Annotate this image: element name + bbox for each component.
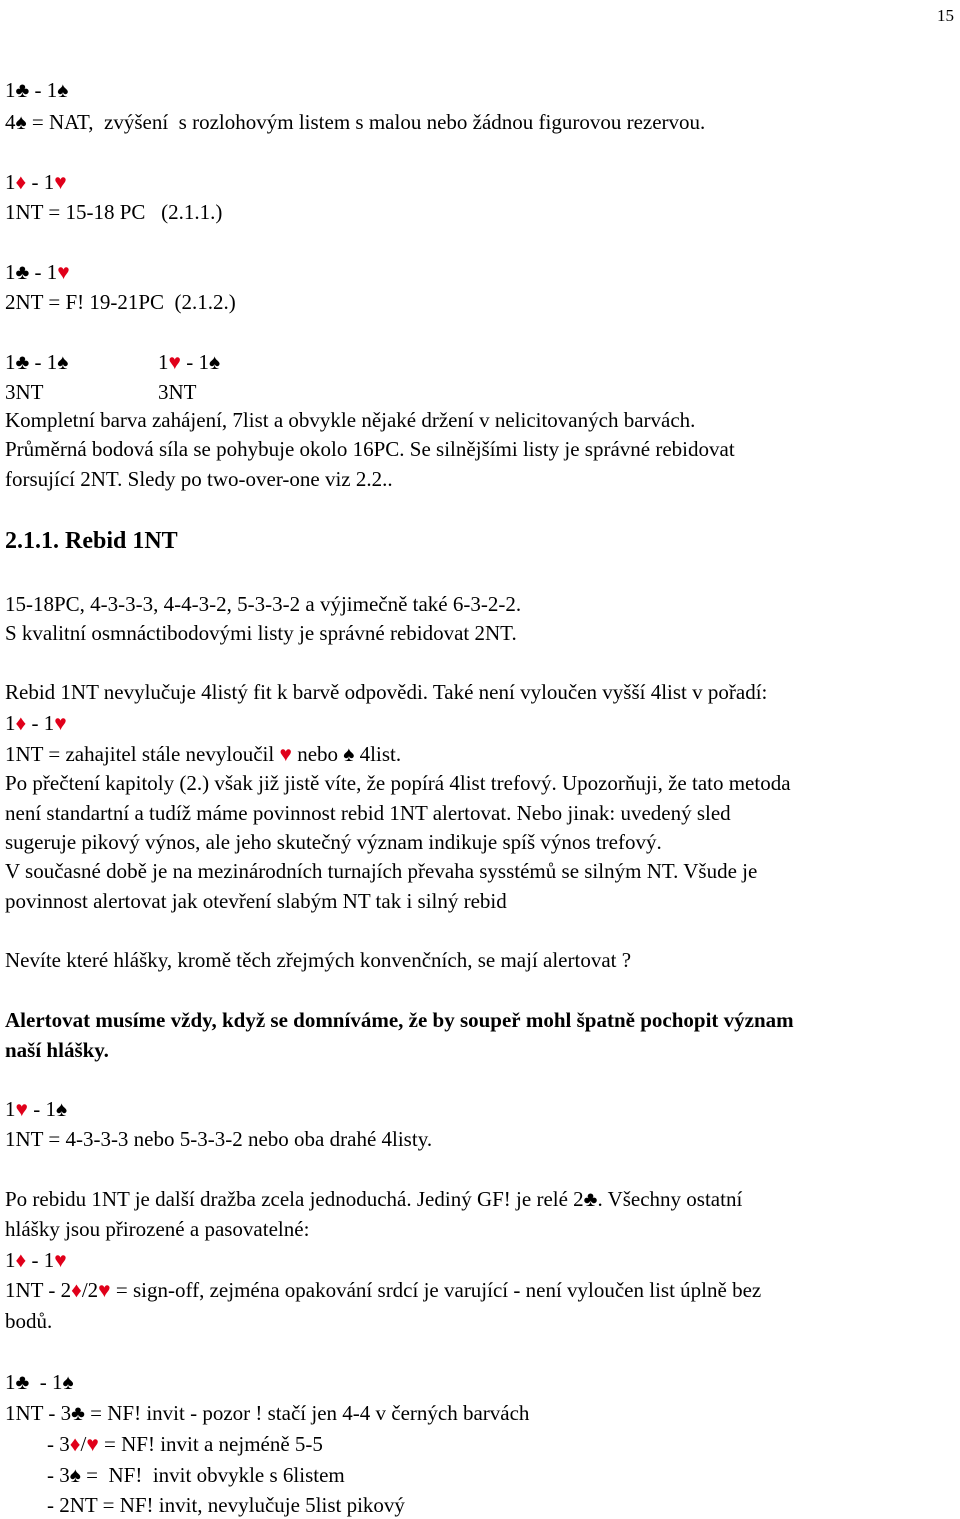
- text-run: 4: [5, 110, 16, 134]
- text-run: - 1: [29, 78, 58, 102]
- diamond-icon: ♦: [15, 170, 27, 194]
- spade-icon: ♠: [69, 1463, 81, 1487]
- text-run: = NF! invit a nejméně 5-5: [98, 1432, 323, 1456]
- text-run: = NAT, zvýšení s rozlohovým listem s malou nebo žádnou figurovou rezervou.: [26, 110, 706, 134]
- spade-icon: ♠: [15, 110, 27, 134]
- text-run: 15-18PC, 4-3-3-3, 4-4-3-2, 5-3-3-2 a výjimečně také 6-3-2-2.: [5, 592, 522, 616]
- heart-icon: ♥: [168, 350, 181, 374]
- text-line: [5, 1463, 345, 1487]
- heart-icon: ♥: [54, 1248, 67, 1272]
- text-line: [5, 1278, 761, 1302]
- text-run: - 1: [29, 350, 58, 374]
- text-run: 1: [5, 350, 16, 374]
- bold-text: naší hlášky.: [5, 1038, 109, 1062]
- text-run: /2: [81, 1278, 99, 1302]
- text-run: V současné době je na mezinárodních turnajích převaha sysstémů se silným NT. Všude je: [5, 859, 758, 883]
- club-icon: ♣: [15, 260, 30, 284]
- text-run: - 1: [26, 170, 55, 194]
- text-line: [5, 1401, 529, 1425]
- diamond-icon: ♦: [71, 1278, 82, 1302]
- text-line: [5, 680, 767, 704]
- text-run: 1NT = zahajitel stále nevyloučil: [5, 742, 280, 766]
- diamond-icon: ♦: [15, 711, 27, 735]
- text-line: [5, 621, 517, 645]
- text-line: [5, 437, 735, 461]
- text-run: = NF! invit - pozor ! stačí jen 4-4 v černých barvách: [84, 1401, 530, 1425]
- heart-icon: ♥: [86, 1432, 99, 1456]
- text-run: nebo: [291, 742, 344, 766]
- text-line: [5, 110, 705, 134]
- spade-icon: ♠: [57, 78, 69, 102]
- text-run: sugeruje pikový výnos, ale jeho skutečný význam indikuje spíš výnos trefový.: [5, 830, 662, 854]
- text-run: = sign-off, zejména opakování srdcí je varující - není vyloučen list úplně bez: [110, 1278, 762, 1302]
- text-run: 1: [158, 350, 169, 374]
- text-line: [5, 1217, 309, 1241]
- text-line: [5, 1248, 67, 1272]
- text-run: 1: [5, 78, 16, 102]
- text-line: [5, 771, 791, 795]
- text-run: Po přečtení kapitoly (2.) však již jistě víte, že popírá 4list trefový. Upozorňuji, že tato metoda: [5, 771, 791, 795]
- text-line: [5, 889, 507, 913]
- text-line: [5, 711, 67, 735]
- spade-icon: ♠: [62, 1370, 74, 1394]
- text-run: není standartní a tudíž máme povinnost rebid 1NT alertovat. Nebo jinak: uvedený sled: [5, 801, 731, 825]
- text-line: [5, 78, 68, 102]
- text-run: 1NT = 4-3-3-3 nebo 5-3-3-2 nebo oba drahé 4listy.: [5, 1127, 433, 1151]
- text-run: 2NT = F! 19-21PC (2.1.2.): [5, 290, 236, 314]
- text-run: 1: [5, 260, 16, 284]
- text-run: - 1: [27, 1097, 56, 1121]
- text-run: - 1: [29, 1370, 63, 1394]
- text-line: [5, 200, 222, 224]
- club-icon: ♣: [15, 350, 30, 374]
- text-run: Kompletní barva zahájení, 7list a obvykle nějaké držení v nelicitovaných barvách.: [5, 408, 696, 432]
- text-run: /: [80, 1432, 87, 1456]
- text-run: - 3: [5, 1463, 70, 1487]
- text-line: [5, 1432, 323, 1456]
- heart-icon: ♥: [54, 170, 67, 194]
- heart-icon: ♥: [15, 1097, 28, 1121]
- spade-icon: ♠: [55, 1097, 68, 1121]
- text-run: 1: [5, 1370, 16, 1394]
- text-line: [5, 1370, 74, 1394]
- text-run: - 1: [29, 260, 58, 284]
- text-run: 1NT = 15-18 PC (2.1.1.): [5, 200, 223, 224]
- text-run: Nevíte které hlášky, kromě těch zřejmých konvenčních, se mají alertovat ?: [5, 948, 632, 972]
- text-run: - 3: [5, 1432, 70, 1456]
- text-run: 1NT - 2: [5, 1278, 72, 1302]
- text-run: - 1: [26, 1248, 55, 1272]
- text-run: 1: [5, 1248, 16, 1272]
- text-run: 3NT: [158, 380, 197, 404]
- heart-icon: ♥: [98, 1278, 111, 1302]
- text-line: [5, 260, 70, 284]
- text-run: hlášky jsou přirozené a pasovatelné:: [5, 1217, 310, 1241]
- text-line: [5, 467, 393, 491]
- text-run: povinnost alertovat jak otevření slabým NT tak i silný rebid: [5, 889, 507, 913]
- text-line: [5, 830, 662, 854]
- page-number: 15: [937, 6, 954, 25]
- text-run: bodů.: [5, 1309, 53, 1333]
- text-line: [5, 948, 631, 972]
- text-run: . Všechny ostatní: [597, 1187, 743, 1211]
- text-run: - 1: [26, 711, 55, 735]
- spade-icon: ♠: [208, 350, 221, 374]
- club-icon: ♣: [15, 1370, 30, 1394]
- text-run: Rebid 1NT nevylučuje 4listý fit k barvě odpovědi. Také není vyloučen vyšší 4list v pořadí:: [5, 680, 768, 704]
- text-run: 1: [5, 170, 16, 194]
- text-run: 3NT: [5, 380, 44, 404]
- text-line: [5, 529, 178, 553]
- text-line: [5, 1309, 52, 1333]
- text-line: [5, 592, 521, 616]
- text-line: [5, 859, 757, 883]
- text-line: [5, 1127, 432, 1151]
- spade-icon: ♠: [57, 350, 69, 374]
- text-run: Po rebidu 1NT je další dražba zcela jednoduchá. Jediný GF! je relé 2: [5, 1187, 584, 1211]
- text-line: [5, 350, 221, 374]
- bold-text: Alertovat musíme vždy, když se domníváme, že by soupeř mohl špatně pochopit význam: [5, 1008, 794, 1032]
- text-line: [5, 1493, 405, 1517]
- text-run: - 2NT = NF! invit, nevylučuje 5list pikový: [5, 1493, 405, 1517]
- text-line: [5, 1097, 67, 1121]
- second-column: [158, 350, 220, 374]
- second-column: [158, 380, 197, 404]
- text-run: 1NT - 3: [5, 1401, 72, 1425]
- text-run: - 1: [180, 350, 209, 374]
- diamond-icon: ♦: [15, 1248, 27, 1272]
- text-run: 1: [5, 711, 16, 735]
- text-line: [5, 170, 67, 194]
- text-run: = NF! invit obvykle s 6listem: [80, 1463, 345, 1487]
- text-line: [5, 1038, 109, 1062]
- text-run: 1: [5, 1097, 16, 1121]
- club-icon: ♣: [71, 1401, 85, 1425]
- text-run: forsující 2NT. Sledy po two-over-one viz 2.2..: [5, 467, 393, 491]
- text-run: Průměrná bodová síla se pohybuje okolo 16PC. Se silnějšími listy je správné rebidovat: [5, 437, 735, 461]
- club-icon: ♣: [15, 78, 30, 102]
- text-line: [5, 1008, 794, 1032]
- text-run: S kvalitní osmnáctibodovými listy je správné rebidovat 2NT.: [5, 621, 517, 645]
- spade-icon: ♠: [343, 742, 355, 766]
- text-line: [5, 801, 731, 825]
- text-line: [5, 742, 401, 766]
- heart-icon: ♥: [279, 742, 292, 766]
- section-heading: 2.1.1. Rebid 1NT: [5, 528, 178, 554]
- text-line: [5, 380, 197, 404]
- heart-icon: ♥: [54, 711, 67, 735]
- text-line: [5, 290, 236, 314]
- text-run: 4list.: [354, 742, 402, 766]
- text-line: [5, 1187, 742, 1211]
- text-line: [5, 408, 695, 432]
- heart-icon: ♥: [57, 260, 70, 284]
- club-icon: ♣: [583, 1187, 598, 1211]
- diamond-icon: ♦: [69, 1432, 81, 1456]
